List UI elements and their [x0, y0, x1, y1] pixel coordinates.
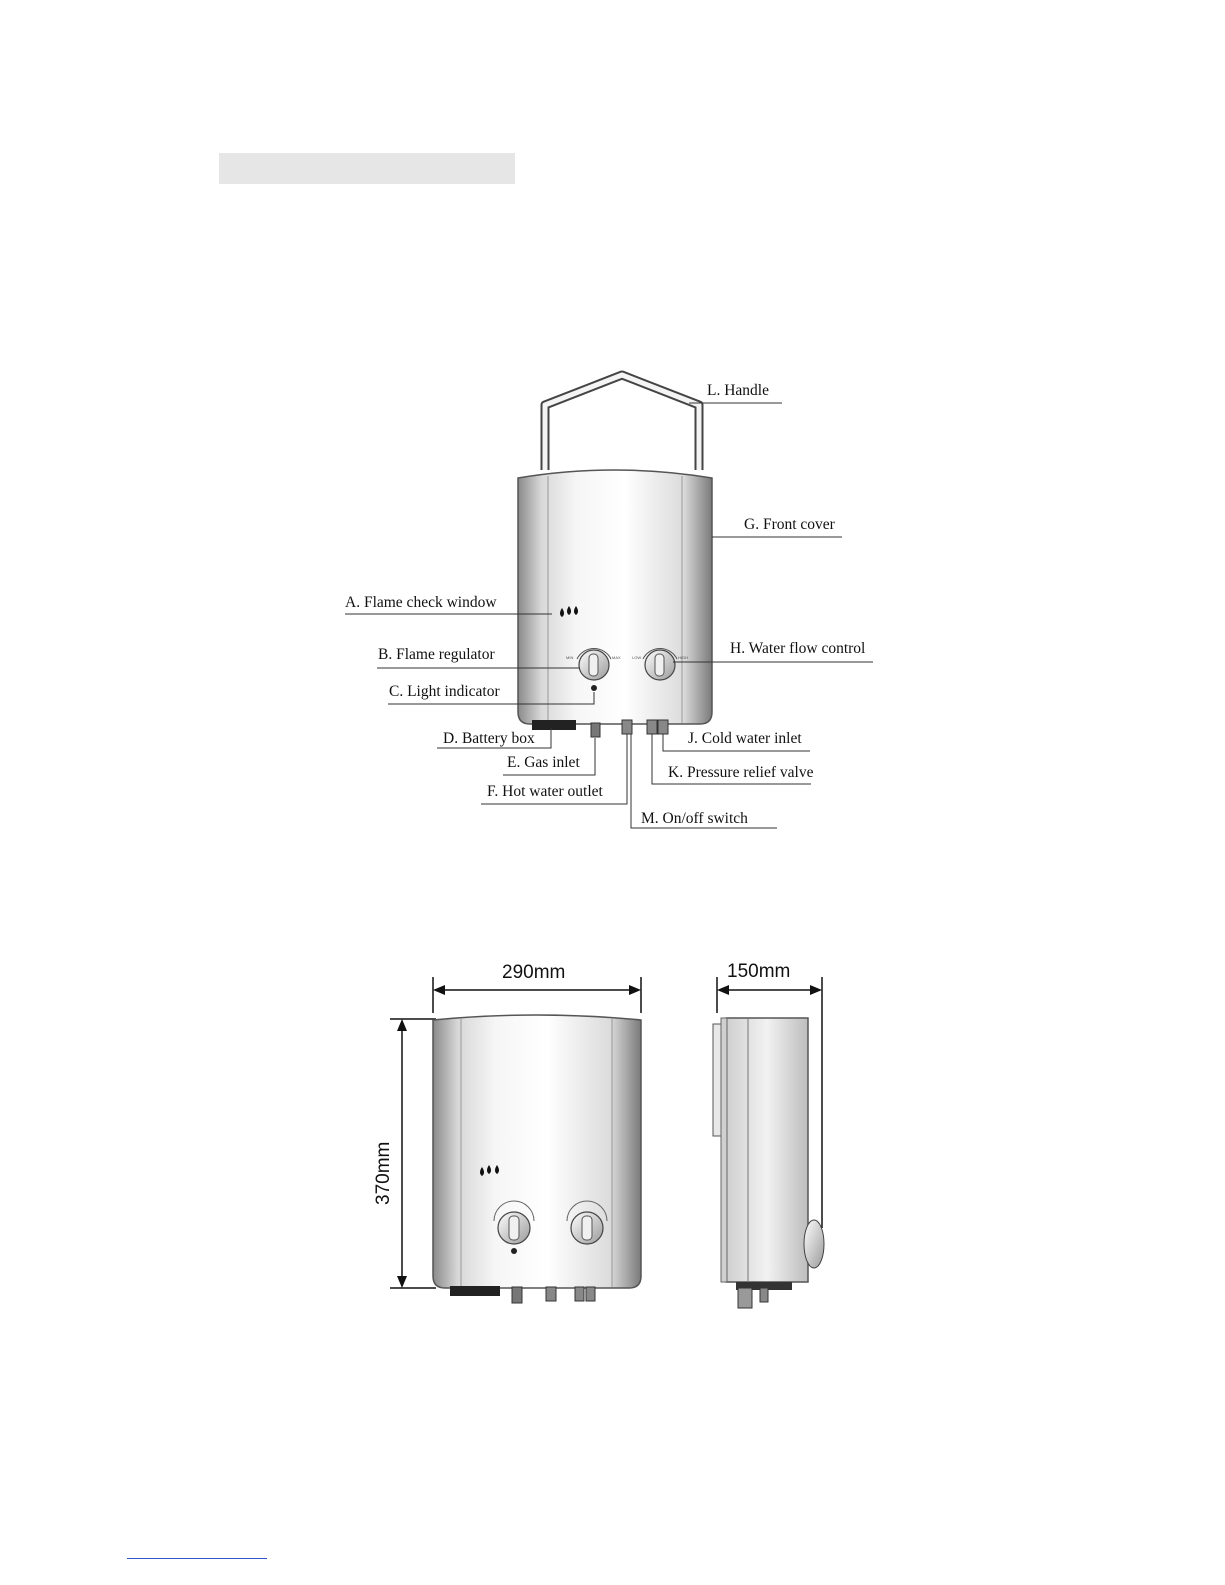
- battery-box-shape: [532, 720, 576, 730]
- svg-text:LOW: LOW: [632, 655, 642, 660]
- label-pressure-relief-valve: K. Pressure relief valve: [668, 764, 814, 781]
- front-view-body: [433, 1015, 641, 1288]
- label-handle: L. Handle: [707, 382, 769, 399]
- dimension-width: 290mm: [502, 962, 566, 983]
- footer-link-underline: [127, 1558, 267, 1559]
- label-light-indicator: C. Light indicator: [389, 683, 500, 700]
- label-water-flow-control: H. Water flow control: [730, 640, 866, 657]
- gas-inlet-shape: [591, 723, 600, 737]
- label-cold-water-inlet: J. Cold water inlet: [688, 730, 802, 747]
- front-cover-shape: [518, 470, 712, 724]
- label-flame-check-window: A. Flame check window: [345, 594, 497, 611]
- dimension-depth: 150mm: [727, 961, 791, 982]
- svg-text:HIGH: HIGH: [678, 655, 688, 660]
- side-view-body: [713, 1018, 824, 1308]
- hot-water-outlet-shape: [622, 720, 632, 734]
- dimension-height: 370mm: [373, 1141, 394, 1205]
- label-on-off-switch: M. On/off switch: [641, 810, 748, 827]
- label-battery-box: D. Battery box: [443, 730, 535, 747]
- front-view-labeled: [345, 375, 873, 828]
- label-gas-inlet: E. Gas inlet: [507, 754, 580, 771]
- dimension-drawing: [373, 961, 824, 1308]
- light-indicator-dot: [591, 685, 597, 691]
- label-flame-regulator: B. Flame regulator: [378, 646, 495, 663]
- label-front-cover: G. Front cover: [744, 516, 835, 533]
- label-hot-water-outlet: F. Hot water outlet: [487, 783, 603, 800]
- svg-text:MIN: MIN: [566, 655, 574, 660]
- handle-shape: [545, 375, 699, 470]
- svg-text:MAX: MAX: [612, 655, 621, 660]
